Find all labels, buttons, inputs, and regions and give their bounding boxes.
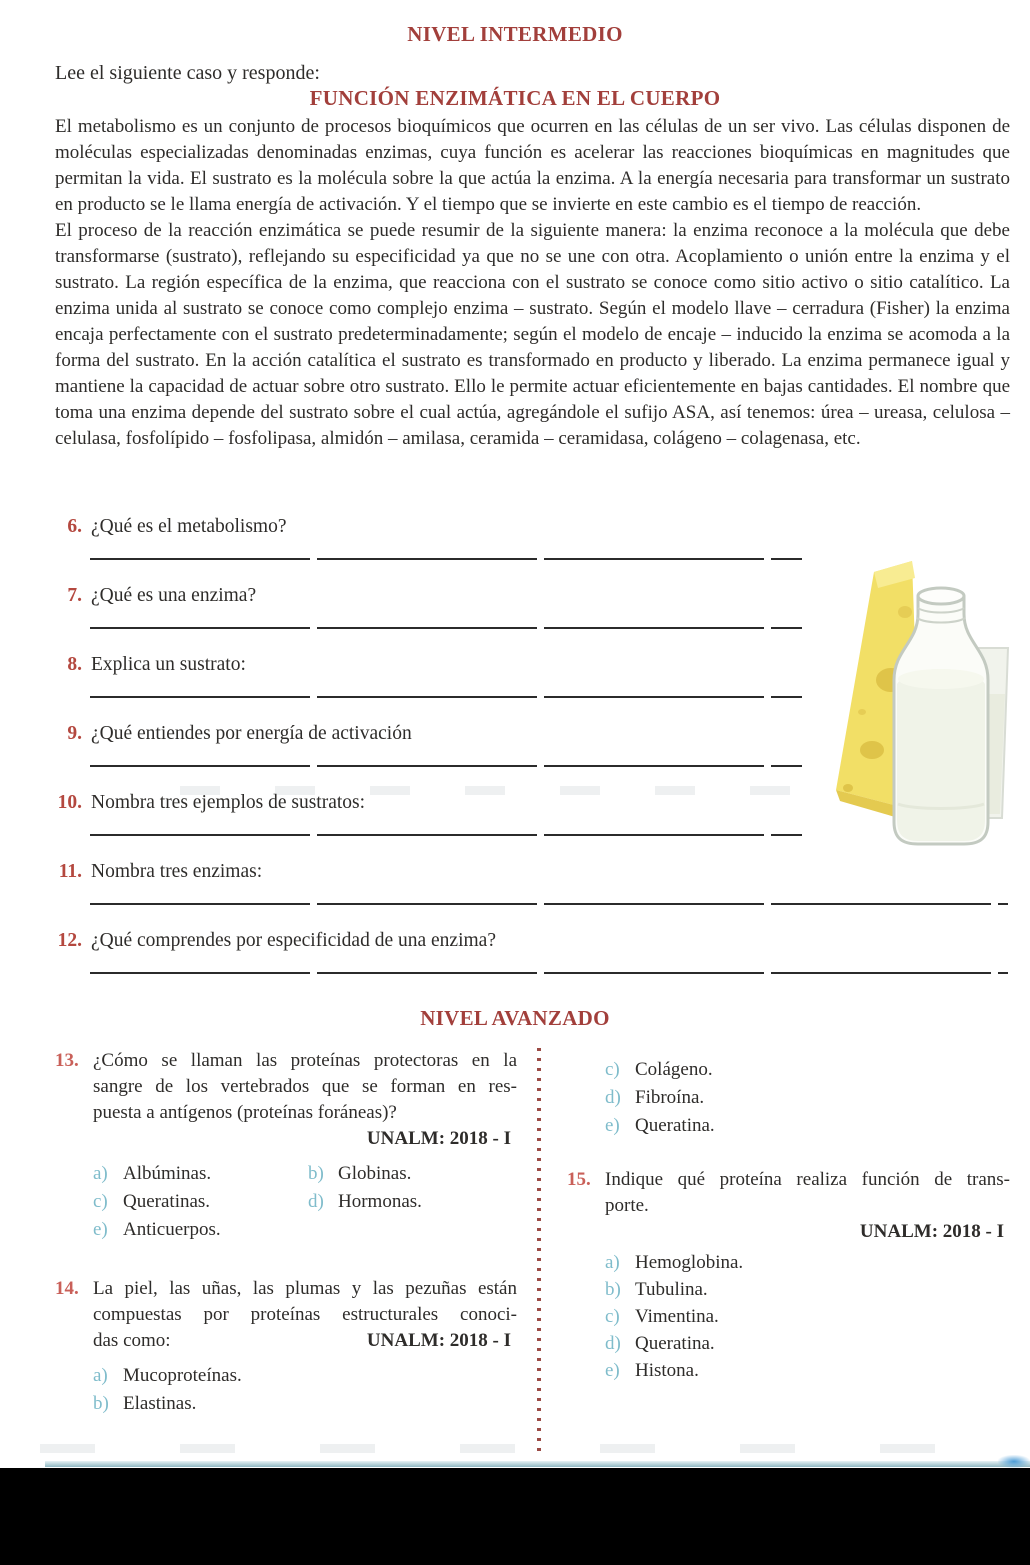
question-text: Nombra tres enzimas: xyxy=(91,861,263,882)
passage-paragraph-1: El metabolismo es un conjunto de procesos bioquímicos que ocurren en las células de un ser vivo. Las células disponen de moléculas especializadas denominadas enzimas, cuya función es acelerar las reacciones bioquímicas en magnitudes que permitan la vida. El sustrato es la molécula sobre la que actúa la enzima. A la energía necesaria para transformar un sustrato en producto se le llama energía de activación. Y el tiempo que se invierte en este cambio es el tiempo de reacción. xyxy=(55,116,1010,215)
question-number: 7. xyxy=(67,585,82,606)
option-d xyxy=(308,1188,517,1216)
question-15 xyxy=(567,1167,1010,1384)
question-number: 15. xyxy=(567,1169,591,1190)
option-d xyxy=(605,1330,1010,1357)
option-text: Tubulina. xyxy=(635,1279,708,1300)
option-c xyxy=(605,1303,1010,1330)
question-12 xyxy=(0,928,1030,974)
question-14-options-right xyxy=(567,1056,1010,1140)
scan-bleed-artifact xyxy=(40,1444,1010,1453)
option-letter: b) xyxy=(605,1279,621,1300)
option-letter: a) xyxy=(93,1163,108,1184)
option-d xyxy=(605,1084,1010,1112)
question-15-options xyxy=(605,1249,1010,1384)
option-b xyxy=(93,1390,517,1418)
passage-title: FUNCIÓN ENZIMÁTICA EN EL CUERPO xyxy=(309,86,721,110)
question-number: 13. xyxy=(55,1050,79,1071)
question-text: Nombra tres ejemplos de sustratos: xyxy=(91,792,366,813)
option-text: Queratina. xyxy=(635,1333,715,1354)
advanced-left-column xyxy=(55,1048,517,1418)
question-11 xyxy=(0,859,1030,905)
option-letter: e) xyxy=(605,1115,620,1136)
option-c xyxy=(93,1188,308,1216)
option-a xyxy=(93,1362,517,1390)
option-e xyxy=(93,1216,308,1244)
answer-line xyxy=(90,765,802,767)
option-letter: d) xyxy=(605,1333,621,1354)
question-text: ¿Qué es una enzima? xyxy=(91,585,257,606)
question-number: 8. xyxy=(67,654,82,675)
question-text: Explica un sustrato: xyxy=(91,654,246,675)
option-a xyxy=(93,1160,308,1188)
question-text-line: sangre de los vertebrados que se forman en res- xyxy=(93,1076,517,1097)
option-text: Hemoglobina. xyxy=(635,1252,744,1273)
option-letter: a) xyxy=(605,1252,620,1273)
question-text-line: Indique qué proteína realiza función de trans- xyxy=(605,1169,1010,1190)
option-letter: d) xyxy=(605,1087,621,1108)
bottom-blue-smudge xyxy=(998,1455,1030,1468)
option-text: Histona. xyxy=(635,1360,699,1381)
option-letter: c) xyxy=(93,1191,108,1212)
option-letter: b) xyxy=(93,1393,109,1414)
passage-paragraph-2: El proceso de la reacción enzimática se puede resumir de la siguiente manera: la enzima reconoce a la molécula que debe transformarse (sustrato), reflejando su especificidad ya que no se une con otra. Acoplamiento o unión entre la enzima y el sustrato. La región específica de la enzima, que reacciona con el sustrato se conoce como sitio activo o sitio catalítico. La enzima unida al sustrato se conoce como complejo enzima – sustrato. Según el modelo llave – cerradura (Fisher) la enzima encaja perfectamente con el sustrato predeterminadamente; según el modelo de encaje – inducido la enzima se acomoda a la forma del sustrato. En la acción catalítica el sustrato es transformado en producto y liberado. La enzima permanece igual y mantiene la capacidad de actuar sobre otro sustrato. Ello le permite actuar eficientemente en bajas cantidades. El nombre que toma una enzima depende del sustrato sobre el cual actúa, agregándole el sufijo ASA, así tenemos: úrea – ureasa, celulosa – celulasa, fosfolípido – fosfolipasa, almidón – amilasa, ceramida – ceramidasa, colágeno – colagenasa, etc. xyxy=(55,220,1010,449)
option-e xyxy=(605,1357,1010,1384)
answer-line xyxy=(90,834,802,836)
question-text-line: das como: xyxy=(93,1330,171,1351)
bottom-rule xyxy=(45,1461,1030,1467)
option-text: Elastinas. xyxy=(123,1393,197,1414)
option-text: Queratinas. xyxy=(123,1191,211,1212)
answer-line xyxy=(90,972,1008,974)
option-letter: e) xyxy=(93,1219,108,1240)
exam-source: UNALM: 2018 - I xyxy=(366,1128,511,1149)
advanced-right-column xyxy=(567,1048,1010,1384)
exam-source: UNALM: 2018 - I xyxy=(366,1330,511,1351)
option-text: Queratina. xyxy=(635,1115,715,1136)
question-number: 11. xyxy=(58,861,82,882)
question-number: 10. xyxy=(57,792,82,813)
option-text: Anticuerpos. xyxy=(123,1219,221,1240)
option-b xyxy=(605,1276,1010,1303)
option-letter: b) xyxy=(308,1163,324,1184)
exam-source: UNALM: 2018 - I xyxy=(859,1221,1004,1242)
option-letter: e) xyxy=(605,1360,620,1381)
option-text: Mucoproteínas. xyxy=(123,1365,242,1386)
answer-line xyxy=(90,696,802,698)
question-14 xyxy=(55,1276,517,1418)
section-title-advanced: NIVEL AVANZADO xyxy=(420,1006,610,1030)
option-text: Globinas. xyxy=(338,1163,412,1184)
scan-bleed-artifact xyxy=(180,786,830,795)
column-divider xyxy=(537,1048,541,1455)
question-13-options xyxy=(93,1160,517,1244)
option-letter: a) xyxy=(93,1365,108,1386)
question-number: 14. xyxy=(55,1278,79,1299)
option-text: Colágeno. xyxy=(635,1059,713,1080)
option-c xyxy=(605,1056,1010,1084)
option-text: Vimentina. xyxy=(635,1306,719,1327)
option-letter: c) xyxy=(605,1059,620,1080)
question-text-line: porte. xyxy=(605,1195,649,1216)
question-13 xyxy=(55,1048,517,1244)
option-letter: c) xyxy=(605,1306,620,1327)
option-letter: d) xyxy=(308,1191,324,1212)
option-text: Albúminas. xyxy=(123,1163,212,1184)
question-text: ¿Qué entiendes por energía de activación xyxy=(91,723,412,744)
question-text-line: puesta a antígenos (proteínas foráneas)? xyxy=(93,1102,397,1123)
question-number: 6. xyxy=(67,516,82,537)
reading-passage xyxy=(55,114,1010,452)
answer-line xyxy=(90,903,1008,905)
question-14-options-left xyxy=(93,1362,517,1418)
question-text-line: La piel, las uñas, las plumas y las pezuñas están xyxy=(93,1278,517,1299)
question-text-line: ¿Cómo se llaman las proteínas protectoras en la xyxy=(93,1050,517,1071)
option-a xyxy=(605,1249,1010,1276)
question-text: ¿Qué comprendes por especificidad de una enzima? xyxy=(91,930,496,951)
option-text: Fibroína. xyxy=(635,1087,705,1108)
answer-line xyxy=(90,627,802,629)
intro-text: Lee el siguiente caso y responde: xyxy=(55,62,320,84)
question-number: 9. xyxy=(67,723,82,744)
option-b xyxy=(308,1160,517,1188)
answer-line xyxy=(90,558,802,560)
section-title-intermediate: NIVEL INTERMEDIO xyxy=(407,22,623,46)
dairy-products-image xyxy=(818,552,1013,857)
question-text-line: compuestas por proteínas estructurales conoci- xyxy=(93,1304,517,1325)
question-number: 12. xyxy=(57,930,82,951)
option-e xyxy=(605,1112,1010,1140)
question-text: ¿Qué es el metabolismo? xyxy=(91,516,287,537)
option-text: Hormonas. xyxy=(338,1191,422,1212)
bottom-black-bar xyxy=(0,1468,1030,1565)
